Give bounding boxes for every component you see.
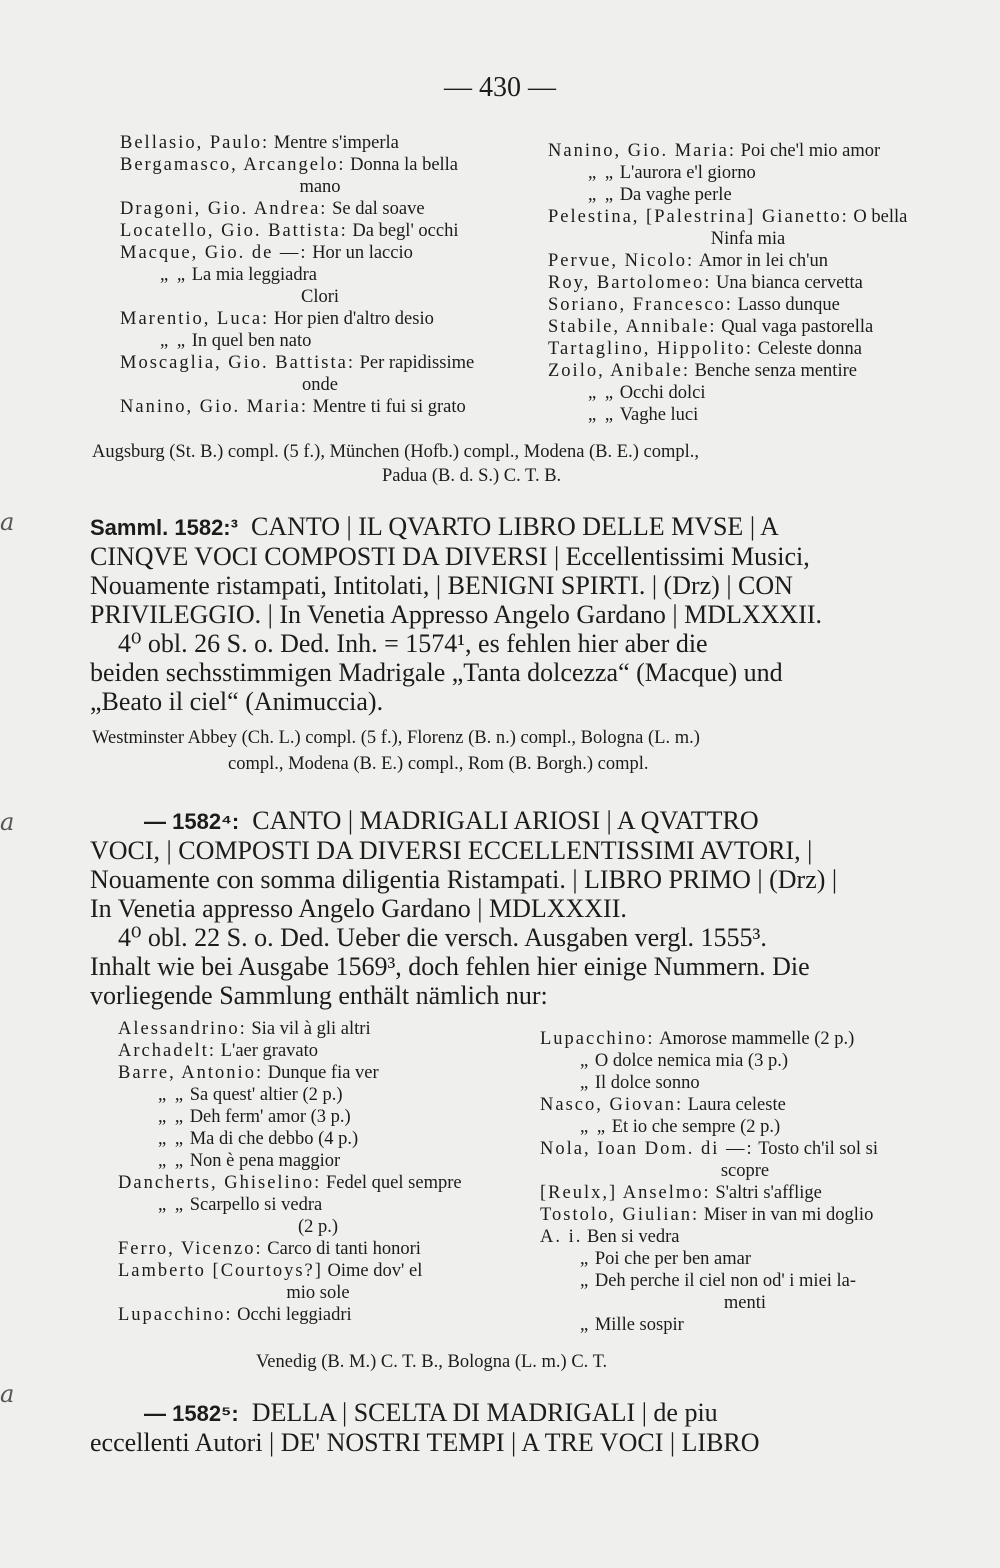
list-item [548, 228, 948, 250]
entry-line: CANTO | MADRIGALI ARIOSI | A QVATTRO [252, 806, 759, 835]
madrigal-title: Scarpello si vedra [189, 1195, 323, 1215]
composer-name: A. i. [540, 1227, 583, 1247]
madrigal-title: Se dal soave [332, 199, 425, 219]
composer-name: „ [580, 1073, 591, 1093]
madrigal-title: Deh ferm' amor (3 p.) [189, 1107, 351, 1127]
madrigal-title: Poi che'l mio amor [740, 141, 881, 161]
list-item [118, 1304, 518, 1326]
composer-name: Bellasio, Paulo: [120, 133, 270, 153]
entry-line: 4⁰ obl. 26 S. o. Ded. Inh. = 1574¹, es fehlen hier aber die [118, 629, 708, 658]
madrigal-title: Laura celeste [687, 1095, 786, 1115]
list-item [540, 1028, 950, 1050]
composer-name: Bergamasco, Arcangelo: [120, 155, 346, 175]
entry-line: Nouamente con somma diligentia Ristampati. | LIBRO PRIMO | (Drz) | [90, 865, 838, 894]
list-item [540, 1072, 950, 1094]
entry-line: VOCI, | COMPOSTI DA DIVERSI ECCELLENTISSIMI AVTORI, | [90, 836, 813, 865]
composer-name: Locatello, Gio. Battista: [120, 221, 348, 241]
composer-name: Dragoni, Gio. Andrea: [120, 199, 328, 219]
list-item [540, 1226, 950, 1248]
madrigal-title: Da begl' occhi [352, 221, 459, 241]
list-item [548, 404, 948, 426]
list-item [118, 1084, 518, 1106]
contents-right-list [540, 1028, 950, 1336]
list-item [120, 286, 520, 308]
list-item [548, 294, 948, 316]
list-item [548, 162, 948, 184]
madrigal-title: Amorose mammelle (2 p.) [659, 1029, 855, 1049]
madrigal-title: Ben si vedra [587, 1227, 680, 1247]
composer-name: Ferro, Vicenzo: [118, 1239, 263, 1259]
list-item [118, 1018, 518, 1040]
margin-note-1: a [0, 508, 15, 536]
entry-line: PRIVILEGGIO. | In Venetia Appresso Angelo Gardano | MDLXXXII. [90, 600, 823, 629]
composer-name: „ „ [160, 265, 188, 285]
library-line-2: Padua (B. d. S.) C. T. B. [382, 466, 562, 486]
composer-name: „ [580, 1315, 591, 1335]
list-item [540, 1160, 950, 1182]
list-item [548, 316, 948, 338]
madrigal-title: Hor un laccio [312, 243, 413, 263]
list-item [120, 154, 520, 176]
composer-name: „ [580, 1249, 591, 1269]
composer-name: Dancherts, Ghiselino: [118, 1173, 322, 1193]
composer-name: Barre, Antonio: [118, 1063, 264, 1083]
list-item [120, 330, 520, 352]
composer-name: Nola, Ioan Dom. di —: [540, 1139, 754, 1159]
composer-name: Nasco, Giovan: [540, 1095, 684, 1115]
composer-name: Alessandrino: [118, 1019, 247, 1039]
composer-name: „ [580, 1051, 591, 1071]
top-right-list [548, 140, 948, 426]
list-item [540, 1292, 950, 1314]
madrigal-title: Celeste donna [757, 339, 862, 359]
madrigal-title: Fedel quel sempre [325, 1173, 462, 1193]
madrigal-title: Occhi dolci [619, 383, 706, 403]
madrigal-title: Clori [300, 287, 340, 307]
list-item [118, 1216, 518, 1238]
madrigal-title: Dunque fia ver [267, 1063, 379, 1083]
list-item [548, 360, 948, 382]
list-item [118, 1106, 518, 1128]
list-item [118, 1238, 518, 1260]
madrigal-title: Donna la bella [350, 155, 459, 175]
composer-name: „ „ [588, 185, 616, 205]
entry-1582-3 [90, 512, 940, 716]
library-line: compl., Modena (B. E.) compl., Rom (B. Borgh.) compl. [228, 754, 649, 774]
composer-name: „ „ [158, 1151, 186, 1171]
composer-name: Tostolo, Giulian: [540, 1205, 700, 1225]
list-item [540, 1050, 950, 1072]
madrigal-title: La mia leggiadra [191, 265, 318, 285]
composer-name: Stabile, Annibale: [548, 317, 717, 337]
library-line: Venedig (B. M.) C. T. B., Bologna (L. m.) C. T. [256, 1352, 608, 1372]
madrigal-title: Da vaghe perle [619, 185, 732, 205]
madrigal-title: Miser in van mi doglio [703, 1205, 874, 1225]
madrigal-title: L'aurora e'l giorno [619, 163, 756, 183]
madrigal-title: Amor in lei ch'un [698, 251, 828, 271]
contents-left-list [118, 1018, 518, 1326]
list-item [120, 308, 520, 330]
madrigal-title: scopre [720, 1161, 770, 1181]
list-item [548, 184, 948, 206]
list-item [118, 1062, 518, 1084]
margin-note-3: a [0, 1380, 15, 1408]
composer-name: „ [580, 1271, 591, 1291]
list-item [120, 220, 520, 242]
list-item [540, 1138, 950, 1160]
madrigal-title: mio sole [286, 1283, 350, 1303]
entry-line: Nouamente ristampati, Intitolati, | BENIGNI SPIRTI. | (Drz) | CON [90, 571, 793, 600]
madrigal-title: Benche senza mentire [694, 361, 857, 381]
library-line: Westminster Abbey (Ch. L.) compl. (5 f.), Florenz (B. n.) compl., Bologna (L. m.) [92, 728, 700, 748]
composer-name: „ „ [158, 1107, 186, 1127]
madrigal-title: Hor pien d'altro desio [273, 309, 434, 329]
madrigal-title: onde [302, 375, 338, 395]
margin-note-2: a [0, 808, 15, 836]
madrigal-title: Carco di tanti honori [267, 1239, 421, 1259]
entry-line: eccellenti Autori | DE' NOSTRI TEMPI | A TRE VOCI | LIBRO [90, 1428, 760, 1457]
list-item [540, 1270, 950, 1292]
composer-name: Lupacchino: [540, 1029, 655, 1049]
madrigal-title: Vaghe luci [619, 405, 699, 425]
madrigal-title: mano [299, 177, 341, 197]
entry-line: vorliegende Sammlung enthält nämlich nur: [90, 981, 548, 1010]
list-item [120, 396, 520, 418]
madrigal-title: Lasso dunque [737, 295, 840, 315]
madrigal-title: Una bianca cervetta [716, 273, 863, 293]
composer-name: [Reulx,] Anselmo: [540, 1183, 711, 1203]
list-item [120, 352, 520, 374]
composer-name: Macque, Gio. de —: [120, 243, 308, 263]
entry-1582-5 [90, 1398, 940, 1457]
library-line-1: Augsburg (St. B.) compl. (5 f.), München (Hofb.) compl., Modena (B. E.) compl., [92, 442, 699, 462]
top-left-list [120, 132, 520, 418]
list-item [118, 1282, 518, 1304]
list-item [120, 132, 520, 154]
composer-name: „ „ [588, 163, 616, 183]
composer-name: „ „ [158, 1129, 186, 1149]
list-item [548, 382, 948, 404]
list-item [548, 272, 948, 294]
list-item [118, 1150, 518, 1172]
madrigal-title: O bella [853, 207, 908, 227]
entry-line: „Beato il ciel“ (Animuccia). [90, 687, 384, 716]
list-item [120, 198, 520, 220]
entry-line: DELLA | SCELTA DI MADRIGALI | de piu [251, 1398, 718, 1427]
madrigal-title: Sa quest' altier (2 p.) [189, 1085, 343, 1105]
list-item [540, 1094, 950, 1116]
madrigal-title: Tosto ch'il sol si [758, 1139, 878, 1159]
madrigal-title: Per rapidissime [359, 353, 475, 373]
madrigal-title: Ninfa mia [710, 229, 786, 249]
madrigal-title: L'aer gravato [220, 1041, 319, 1061]
madrigal-title: In quel ben nato [191, 331, 312, 351]
composer-name: Moscaglia, Gio. Battista: [120, 353, 355, 373]
composer-name: Pelestina, [Palestrina] Gianetto: [548, 207, 849, 227]
madrigal-title: Occhi leggiadri [237, 1305, 352, 1325]
list-item [120, 242, 520, 264]
list-item [548, 206, 948, 228]
entry-label: — 1582⁴: [144, 809, 240, 834]
madrigal-title: Il dolce sonno [594, 1073, 700, 1093]
list-item [540, 1182, 950, 1204]
composer-name: Marentio, Luca: [120, 309, 270, 329]
composer-name: Archadelt: [118, 1041, 217, 1061]
list-item [540, 1204, 950, 1226]
page-number: — 430 — [444, 72, 556, 103]
entry-line: CANTO | IL QVARTO LIBRO DELLE MVSE | A [250, 512, 779, 541]
madrigal-title: menti [723, 1293, 767, 1313]
composer-name: „ „ [158, 1085, 186, 1105]
composer-name: Lupacchino: [118, 1305, 233, 1325]
entry-1582-4 [90, 806, 940, 1010]
list-item [548, 250, 948, 272]
composer-name: Zoilo, Anibale: [548, 361, 691, 381]
madrigal-title: Qual vaga pastorella [721, 317, 874, 337]
entry-line: Inhalt wie bei Ausgabe 1569³, doch fehlen hier einige Nummern. Die [90, 952, 810, 981]
composer-name: Pervue, Nicolo: [548, 251, 695, 271]
entry-line: CINQVE VOCI COMPOSTI DA DIVERSI | Eccellentissimi Musici, [90, 542, 810, 571]
composer-name: „ „ [160, 331, 188, 351]
composer-name: Lamberto [Courtoys?] [118, 1261, 323, 1281]
composer-name: Nanino, Gio. Maria: [120, 397, 309, 417]
entry-label: Samml. 1582:³ [90, 515, 238, 540]
entry-label: — 1582⁵: [144, 1401, 239, 1426]
madrigal-title: Et io che sempre (2 p.) [611, 1117, 781, 1137]
composer-name: Soriano, Francesco: [548, 295, 733, 315]
list-item [540, 1314, 950, 1336]
madrigal-title: (2 p.) [297, 1217, 339, 1237]
madrigal-title: Poi che per ben amar [594, 1249, 752, 1269]
entry-line: 4⁰ obl. 22 S. o. Ded. Ueber die versch. Ausgaben vergl. 1555³. [118, 923, 767, 952]
composer-name: Tartaglino, Hippolito: [548, 339, 754, 359]
madrigal-title: Mille sospir [594, 1315, 684, 1335]
madrigal-title: O dolce nemica mia (3 p.) [594, 1051, 788, 1071]
list-item [118, 1260, 518, 1282]
list-item [120, 374, 520, 396]
list-item [118, 1128, 518, 1150]
madrigal-title: S'altri s'affligе [715, 1183, 822, 1203]
madrigal-title: Sia vil à gli altri [251, 1019, 371, 1039]
list-item [118, 1172, 518, 1194]
list-item [540, 1116, 950, 1138]
madrigal-title: Mentre ti fui si grato [312, 397, 466, 417]
entry-line: In Venetia appresso Angelo Gardano | MDLXXXII. [90, 894, 627, 923]
list-item [120, 176, 520, 198]
madrigal-title: Non è pena maggior [189, 1151, 341, 1171]
list-item [118, 1040, 518, 1062]
list-item [548, 338, 948, 360]
list-item [540, 1248, 950, 1270]
list-item [118, 1194, 518, 1216]
composer-name: Roy, Bartolomeo: [548, 273, 712, 293]
madrigal-title: Mentre s'imperla [273, 133, 399, 153]
madrigal-title: Oime dov' el [327, 1261, 423, 1281]
madrigal-title: Ma di che debbo (4 p.) [189, 1129, 359, 1149]
list-item [548, 140, 948, 162]
composer-name: „ „ [158, 1195, 186, 1215]
composer-name: „ „ [588, 405, 616, 425]
list-item [120, 264, 520, 286]
composer-name: Nanino, Gio. Maria: [548, 141, 737, 161]
madrigal-title: Deh perche il ciel non od' i miei la- [594, 1271, 857, 1291]
entry-line: beiden sechsstimmigen Madrigale „Tanta dolcezza“ (Macque) und [90, 658, 783, 687]
composer-name: „ „ [588, 383, 616, 403]
composer-name: „ „ [580, 1117, 608, 1137]
